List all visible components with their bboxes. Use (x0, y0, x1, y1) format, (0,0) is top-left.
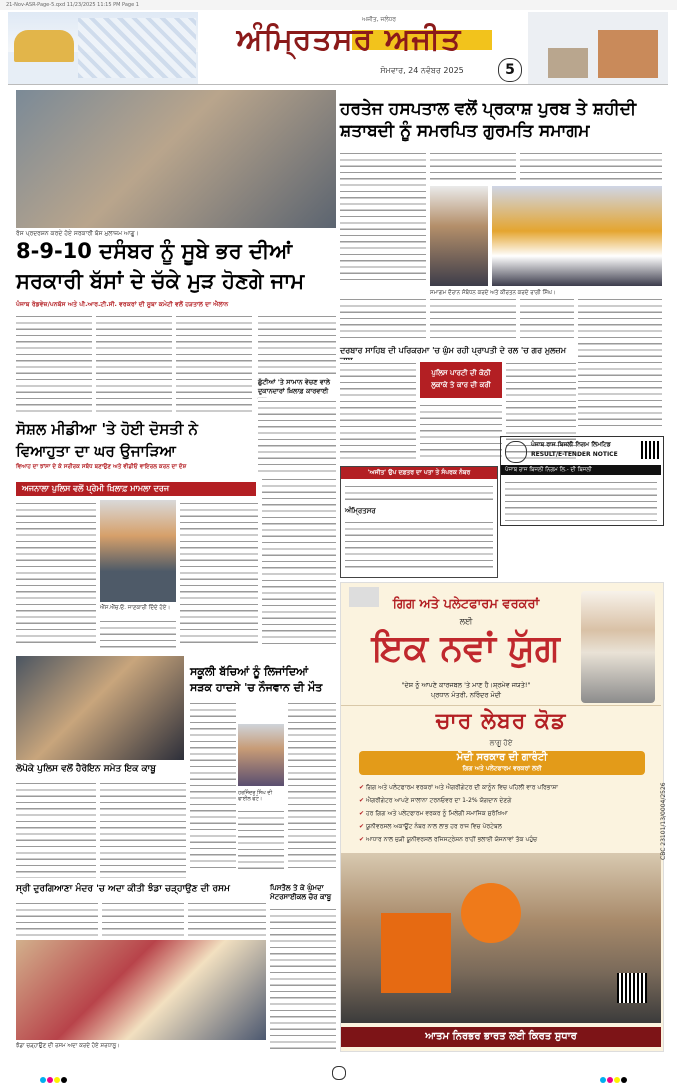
lead-text-col1 (16, 313, 92, 415)
labour-codes-ad (340, 582, 664, 1052)
pm-photo (581, 591, 655, 703)
notice-text (505, 479, 657, 521)
accident-headline-line2: ਸੜਕ ਹਾਦਸੇ 'ਚ ਨੌਜਵਾਨ ਦੀ ਮੌਤ (190, 681, 323, 694)
lead-headline-line1: 8-9-10 ਦਸੰਬਰ ਨੂੰ ਸੂਬੇ ਭਰ ਦੀਆਂ (16, 239, 293, 263)
color-bar-left (40, 1068, 68, 1087)
ad-footer: ਆਤਮ ਨਿਰਭਰ ਭਾਰਤ ਲਈ ਕਿਰਤ ਸੁਧਾਰ (341, 1027, 661, 1047)
accident-text-col2 (238, 808, 284, 872)
darbar-top-col2 (430, 296, 516, 338)
hospital-text-col1 (340, 150, 426, 280)
police-headline: ਲੋਪੋਕੇ ਪੁਲਿਸ ਵਲੋਂ ਹੈਰੋਇਨ ਸਮੇਤ ਇਕ ਕਾਬੂ (16, 764, 156, 774)
kirtan-caption: ਸਮਾਗਮ ਦੌਰਾਨ ਸੰਬੋਧਨ ਕਰਦੇ ਅਤੇ ਕੀਰਤਨ ਕਰਦੇ ਰਾਗੀ ਸਿੰਘ। (430, 290, 556, 296)
lead-text-col4 (258, 313, 336, 377)
mandir-text-col1 (16, 900, 98, 936)
lead-headline (16, 236, 336, 296)
pistol-headline-line1: ਪਿਸਤੌਲ ਤੇ ਕੇ ਘੁੰਮਦਾ (270, 884, 324, 892)
darbar-headline: ਦਰਬਾਰ ਸਾਹਿਬ ਦੀ ਪਰਿਕਰਮਾ 'ਚ ਘੁੰਮ ਰਹੀ ਪ੍ਰਾਪਤੀ ਦੇ ਰਲ 'ਚ ਗਰ ਮੁਲਜ਼ਮ (340, 346, 566, 355)
accident-headline (190, 664, 336, 696)
social-headline (16, 418, 256, 462)
ad-quote-by: ਪ੍ਰਧਾਨ ਮੰਤਰੀ, ਨਰਿੰਦਰ ਮੋਦੀ (431, 691, 501, 699)
darbar-top-col3 (520, 296, 574, 338)
lead-headline-line2: ਸਰਕਾਰੀ ਬੱਸਾਂ ਦੇ ਚੱਕੇ ਮੁੜ ਹੋਣਗੇ ਜਾਮ (16, 269, 305, 293)
guarantee-item: ✔ ਯੂਨੀਵਰਸਲ ਅਕਾਊਂਟ ਨੰਬਰ ਨਾਲ ਲਾਭ ਹਰ ਰਾਜ ਵਿਚ ਪੋਰਟੇਬਲ (359, 823, 502, 830)
page-number: 5 (498, 58, 522, 82)
mandir-photo-caption: ਝੰਡਾ ਚੜ੍ਹਾਉਣ ਦੀ ਰਸਮ ਅਦਾ ਕਰਦੇ ਹੋਏ ਸ਼ਰਧਾਲੂ। (16, 1043, 120, 1049)
notice-subtitle: RESULT/E-TENDER NOTICE (531, 451, 618, 458)
police-text-col1 (16, 780, 96, 878)
pull-quote-line1: ਪੁਲਿਸ ਪਾਰਟੀ ਦੀ ਕੋਠੀ (431, 369, 491, 377)
guarantee-item: ✔ ਹਰ ਗਿਗ ਅਤੇ ਪਲੇਟਫਾਰਮ ਵਰਕਰ ਨੂੰ ਮਿਲੇਗੀ ਸਮਾਜਿਕ ਸੁਰੱਖਿਆ (359, 810, 508, 817)
masthead-small-label: ਅਜੀਤ, ਜਲੰਧਰ (362, 16, 397, 23)
print-margin (0, 1058, 677, 1089)
accident-text-col1 (190, 700, 236, 872)
delivery-rider-photo (341, 853, 661, 1023)
labour-codes-sub: ਲਾਗੂ ਹੋਏ (489, 739, 513, 747)
victim-photo (238, 724, 284, 786)
masthead (8, 12, 668, 85)
accident-headline-line1: ਸਕੂਲੀ ਬੱਚਿਆਂ ਨੂੰ ਲਿਜਾਂਦਿਆਂ (190, 665, 309, 678)
ad-code: CBC 23101/13/0004/2526 (660, 782, 667, 860)
electricity-notice (500, 436, 664, 526)
darbar-pull-quote (420, 362, 502, 398)
delivery-box-icon (381, 913, 451, 993)
social-headline-line2: ਵਿਆਹੁਤਾ ਦਾ ਘਰ ਉਜਾੜਿਆ (16, 442, 176, 460)
ad-qr-code-icon (617, 973, 647, 1003)
ad-for: ਲਈ (459, 617, 473, 626)
social-text-col1 (16, 500, 96, 648)
ad-top-line: ਗਿਗ ਅਤੇ ਪਲੇਟਫਾਰਮ ਵਰਕਰਾਂ (392, 597, 540, 612)
issue-date: ਸੋਮਵਾਰ, 24 ਨਵੰਬਰ 2025 (380, 66, 464, 75)
rider-helmet-icon (461, 883, 521, 943)
social-bar: ਅਜਨਾਲਾ ਪੁਲਿਸ ਵਲੋਂ ਪ੍ਰੇਮੀ ਖ਼ਿਲਾਫ਼ ਮਾਮਲਾ ਦਰਜ (16, 482, 256, 496)
pull-quote-line2: ਲੁਕਾਕੇ ਤੇ ਕਾਰ ਦੀ ਕਰੀ (431, 381, 491, 389)
darbar-text-col1 (340, 360, 416, 460)
notice-title: ਪੰਜਾਬ ਰਾਜ ਬਿਜਲੀ ਨਿਗਮ ਲਿਮਟਿਡ (531, 441, 611, 448)
building-icon (598, 30, 658, 78)
accident-text-col3 (288, 700, 336, 872)
print-slug: 21-Nov-ASR-Page-5.qxd 11/23/2025 11:15 PM Page 1 (0, 0, 677, 10)
guarantee-item: ✔ ਐਗਰੀਗੇਟਰ ਆਪਣੇ ਸਾਲਾਨਾ ਟਰਨਓਵਰ ਦਾ 1-2% ਯੋਗਦਾਨ ਦੇਣਗੇ (359, 797, 512, 804)
hospital-headline (340, 98, 664, 142)
golden-temple-icon (14, 30, 74, 62)
kirtan-photo (492, 186, 662, 286)
registration-mark-icon (332, 1066, 346, 1080)
side-col (578, 296, 662, 426)
hospital-headline-line2: ਸ਼ਤਾਬਦੀ ਨੂੰ ਸਮਰਪਿਤ ਗੁਰਮਤਿ ਸਮਾਗਮ (340, 121, 590, 141)
shop-subhead: ਛੁੱਟੀਆਂ 'ਤੇ ਸਾਮਾਨ ਵੇਚਣ ਵਾਲੇ ਦੁਕਾਨਦਾਰਾਂ ਖ਼ਿਲਾਫ਼ ਕਾਰਵਾਈ (258, 378, 331, 395)
speaker-photo (430, 186, 488, 286)
ad-quote: "ਦੇਸ਼ ਨੂੰ ਆਪਣੇ ਕਾਰਜਬਲ 'ਤੇ ਮਾਣ ਹੈ।ਸ਼੍ਰਮੇਵ ਜਯਤੇ!" (401, 681, 531, 689)
social-text-col4 (262, 476, 336, 648)
sho-photo-caption: ਐੱਸ.ਐੱਚ.ਓ. ਜਾਣਕਾਰੀ ਦਿੰਦੇ ਹੋਏ। (100, 605, 171, 611)
darbar-text-col2 (420, 402, 502, 460)
masthead-art-right (528, 12, 668, 84)
hospital-text-col2 (430, 150, 516, 184)
guarantee-banner (359, 751, 645, 775)
social-text-col3 (100, 618, 176, 648)
mandir-headline: ਸ੍ਰੀ ਦੁਰਗਿਆਣਾ ਮੰਦਰ 'ਚ ਅਦਾ ਕੀਤੀ ਝੰਡਾ ਚੜ੍ਹਾਉਣ ਦੀ ਰਸਮ (16, 884, 230, 894)
police-text-col2 (100, 780, 186, 878)
guarantee-item: ✔ ਆਧਾਰ ਨਾਲ ਜੁੜੀ ਯੂਨੀਵਰਸਲ ਰਜਿਸਟ੍ਰੇਸ਼ਨ ਰਾਹੀਂ ਭਲਾਈ ਯੋਜਨਾਵਾਂ ਤੱਕ ਪਹੁੰਚ (359, 836, 538, 843)
guarantee-item: ✔ ਗਿਗ ਅਤੇ ਪਲੇਟਫਾਰਮ ਵਰਕਰਾਂ ਅਤੇ ਐਗਰੀਗੇਟਰ ਦੀ ਕਾਨੂੰਨ ਵਿਚ ਪਹਿਲੀ ਵਾਰ ਪਰਿਭਾਸ਼ਾ (359, 784, 558, 791)
sho-photo (100, 500, 176, 602)
guarantee-list (359, 781, 645, 846)
social-strap: ਵਿਆਹ ਦਾ ਝਾਂਸਾ ਦੇ ਕੇ ਸਰੀਰਕ ਸਬੰਧ ਬਣਾਉਣ ਅਤੇ ਵੀਡੀਓ ਵਾਇਰਲ ਕਰਨ ਦਾ ਦੋਸ਼ (16, 464, 187, 470)
ajit-box-title: 'ਅਜੀਤ' ਉਪ ਦਫ਼ਤਰ ਦਾ ਪਤਾ ਤੇ ਸੰਪਰਕ ਨੰਬਰ (341, 467, 497, 479)
protest-photo-caption: ਰੋਸ ਪ੍ਰਦਰਸ਼ਨ ਕਰਦੇ ਹੋਏ ਸਰਕਾਰੀ ਬੱਸ ਮੁਲਾਜ਼ਮ ਆਗੂ। (16, 230, 139, 237)
guarantee-sub: ਗਿਗ ਅਤੇ ਪਲੇਟਫਾਰਮ ਵਰਕਰਾਂ ਲਈ (462, 765, 542, 772)
qr-code-icon (641, 441, 659, 459)
newspaper-title: ਅੰਮ੍ਰਿਤਸਰ ਅਜੀਤ (236, 22, 462, 57)
lead-text-col2 (96, 313, 172, 415)
hospital-text-col3 (520, 150, 662, 184)
ad-headline: ਇਕ ਨਵਾਂ ਯੁੱਗ (372, 627, 560, 669)
masthead-art-left (8, 12, 198, 84)
police-photo (16, 656, 184, 760)
pistol-headline (270, 884, 336, 902)
lead-text-col5 (258, 398, 336, 472)
ajit-box-office: ਅੰਮ੍ਰਿਤਸਰ (345, 507, 376, 515)
social-text-col2 (180, 500, 258, 648)
darbar-top-col1 (340, 296, 426, 338)
newspaper-logo (202, 16, 496, 80)
hospital-headline-line1: ਹਰਤੇਜ ਹਸਪਤਾਲ ਵਲੋਂ ਪ੍ਰਕਾਸ਼ ਪੁਰਬ ਤੇ ਸ਼ਹੀਦੀ (340, 99, 637, 119)
mandir-photo (16, 940, 266, 1040)
social-headline-line1: ਸੋਸ਼ਲ ਮੀਡੀਆ 'ਤੇ ਹੋਈ ਦੋਸਤੀ ਨੇ (16, 420, 198, 438)
mandir-text-col3 (188, 900, 266, 936)
ajit-office-box (340, 466, 498, 578)
pspcl-logo-icon (505, 441, 527, 463)
victim-photo-caption: ਹਰਜਿੰਦਰ ਸਿੰਘ ਦੀ ਫਾਈਲ ਫੋਟੋ। (238, 790, 273, 802)
notice-bar: ਪੰਜਾਬ ਰਾਜ ਬਿਜਲੀ ਨਿਗਮ ਲਿ.- ਦੀ ਬਿਜਲੀ (501, 465, 661, 475)
guarantee-title: ਮੋਦੀ ਸਰਕਾਰ ਦੀ ਗਾਰੰਟੀ (456, 752, 548, 763)
pistol-text (270, 906, 336, 1052)
mandir-text-col2 (102, 900, 184, 936)
lead-strap: ਪੰਜਾਬ ਰੋਡਵੇਜ਼/ਪਨਬੱਸ ਅਤੇ ਪੀ.ਆਰ.ਟੀ.ਸੀ. ਵਰਕਰਾਂ ਦੀ ਸੂਬਾ ਕਮੇਟੀ ਵਲੋਂ ਹੜਤਾਲ ਦਾ ਐਲਾਨ (16, 301, 229, 308)
color-bar-right (600, 1068, 628, 1087)
lead-text-col3 (176, 313, 252, 415)
pistol-headline-line2: ਮੋਟਰਸਾਈਕਲ ਚੋਰ ਕਾਬੂ (270, 893, 332, 901)
protest-photo (16, 90, 336, 228)
labour-codes-title: ਚਾਰ ਲੇਬਰ ਕੋਡ (435, 709, 567, 734)
